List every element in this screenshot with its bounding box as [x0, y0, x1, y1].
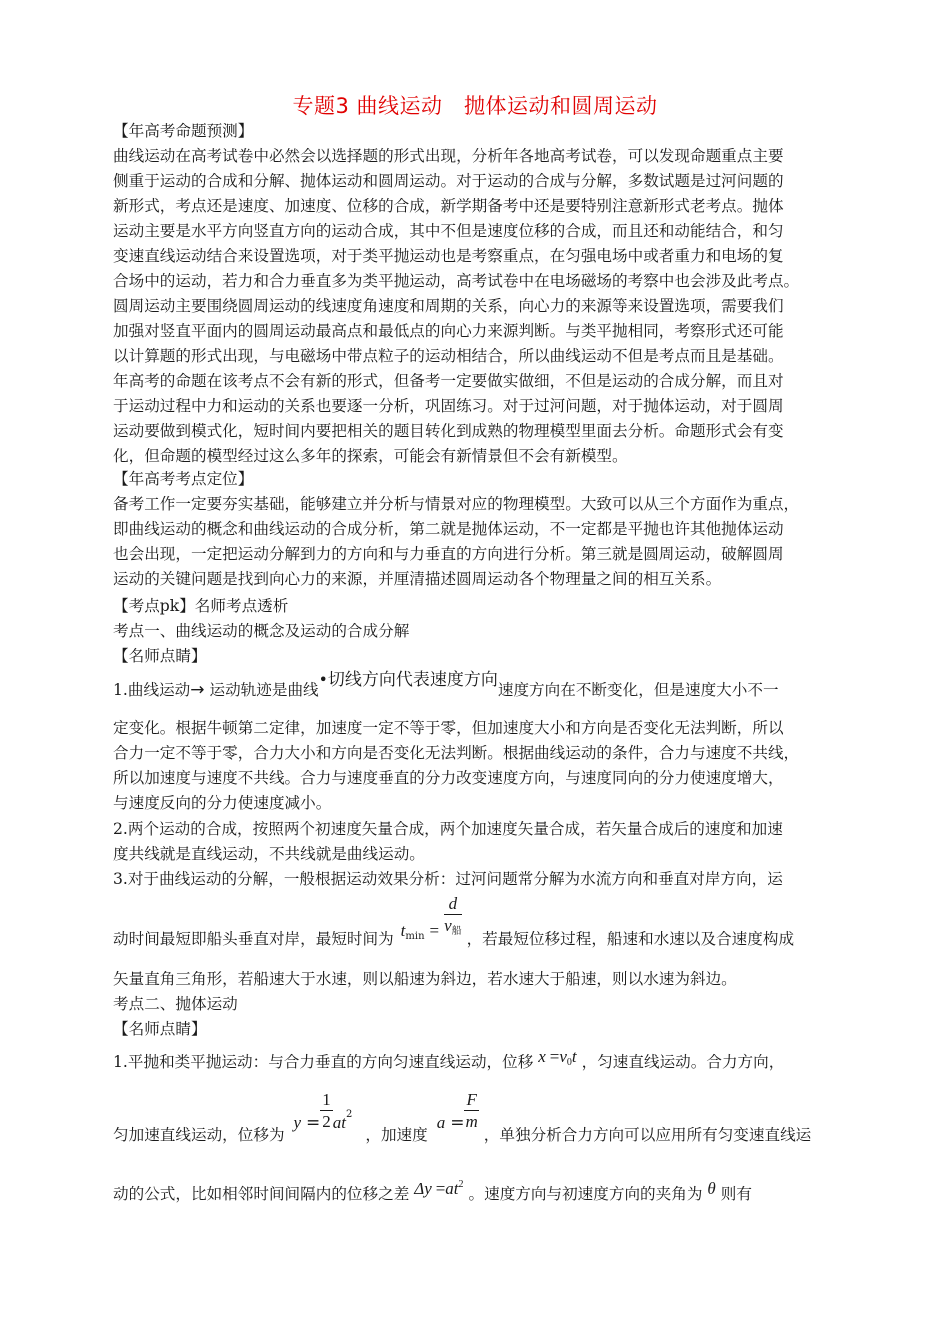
- item3-line1: 3.对于曲线运动的分解，一般根据运动效果分析：过河问题常分解为水流方向和垂直对岸方向，运: [113, 870, 783, 888]
- item1-text-a: 1.曲线运动: [113, 681, 191, 699]
- text-line: 与速度反向的分力使速度减小。: [113, 794, 332, 812]
- text-line: 备考工作一定要夯实基础，能够建立并分析与情景对应的物理模型。大致可以从三个方面作为重点，: [113, 495, 800, 513]
- item3-line2: [113, 894, 795, 948]
- kp1-heading: 考点一、曲线运动的概念及运动的合成分解: [113, 622, 410, 640]
- text-line: 于运动过程中力和运动的关系也要逐一分析，巩固练习。对于过河问题，对于抛体运动，对于圆周: [113, 397, 784, 415]
- text-line: 定变化。根据牛顿第二定律，加速度一定不等于零，但加速度大小和方向是否变化无法判断，所以: [113, 719, 784, 737]
- x-formula: $x =v_0t$: [538, 1047, 577, 1068]
- text-line: 即曲线运动的概念和曲线运动的合成分析，第二就是抛体运动，不一定都是平抛也许其他抛体运动: [113, 520, 784, 538]
- item1-text-b: 运动轨迹是曲线: [204, 681, 319, 699]
- proj-line2: 匀加速直线运动，位移为 y = $\frac{1}{2}$ $at^2$ ，加速度 a = $\frac{F}{m}$ ，单独分析合力方向可以应用所有匀变速直线运: [113, 1090, 812, 1144]
- text-line: 化，但命题的模型经过这么多年的探索，可能会有新情景但不会有新模型。: [113, 447, 628, 465]
- tmin-fraction: $\frac{d}{v_船}$: [444, 894, 462, 937]
- y-formula: y = $\frac{1}{2}$ $at^2$: [293, 1090, 353, 1133]
- dy-formula: $\Delta y =at^2$: [414, 1179, 464, 1198]
- text-line: 也会出现，一定把运动分解到力的方向和与力垂直的方向进行分析。第三就是圆周运动，破解圆周: [113, 545, 784, 563]
- text-line: 2.两个运动的合成，按照两个初速度矢量合成，两个加速度矢量合成，若矢量合成后的速度和加速: [113, 820, 783, 838]
- text-line: 运动要做到模式化，短时间内要把相关的题目转化到成熟的物理模型里面去分析。命题形式会有变: [113, 422, 784, 440]
- item1-tangent-note: 切线方向代表速度方向: [327, 670, 498, 690]
- text-line: 加强对竖直平面内的圆周运动最高点和最低点的向心力来源判断。与类平抛相同，考察形式还可能: [113, 322, 784, 340]
- text-line: 合场中的运动，若力和合力垂直多为类平抛运动，高考试卷中在电场磁场的考察中也会涉及此考点。: [113, 272, 800, 290]
- text-line: 所以加速度与速度不共线。合力与速度垂直的分力改变速度方向，与速度同向的分力使速度增大，: [113, 769, 784, 787]
- item3-text-pre: 动时间最短即船头垂直对岸，最短时间为: [113, 930, 394, 948]
- bullet-dot: •: [318, 671, 328, 689]
- text-line: 曲线运动在高考试卷中必然会以选择题的形式出现，分析年各地高考试卷，可以发现命题重点主要: [113, 147, 784, 165]
- text-line: 年高考的命题在该考点不会有新的形式，但备考一定要做实做细，不但是运动的合成分解，而且对: [113, 372, 784, 390]
- text-line: 圆周运动主要围绕圆周运动的线速度角速度和周期的关系，向心力的来源等来设置选项，需要我们: [113, 297, 784, 315]
- position-heading: 【年高考考点定位】: [113, 470, 254, 488]
- text-line: 合力一定不等于零，合力大小和方向是否变化无法判断。根据曲线运动的条件，合力与速度不共线，: [113, 744, 800, 762]
- pk-heading: 【考点pk】名师考点透析: [113, 597, 289, 615]
- item3-text-post: ，若最短位移过程，船速和水速以及合速度构成: [466, 930, 795, 948]
- item1-first-line: [113, 670, 779, 701]
- tmin-formula: $t_{min}$ = $\frac{d}{v_船}$: [400, 894, 462, 942]
- text-line: 以计算题的形式出现，与电磁场中带点粒子的运动相结合，所以曲线运动不但是考点而且是基础。: [113, 347, 784, 365]
- item3-line3: 矢量直角三角形，若船速大于水速，则以船速为斜边，若水速大于船速，则以水速为斜边。: [113, 970, 737, 988]
- prediction-heading: 【年高考命题预测】: [113, 122, 254, 140]
- kp2-heading: 考点二、抛体运动: [113, 995, 238, 1013]
- text-line: 度共线就是直线运动，不共线就是曲线运动。: [113, 845, 425, 863]
- a-formula: a = $\frac{F}{m}$: [436, 1090, 478, 1133]
- item1-text-c: 速度方向在不断变化，但是速度大小不一: [497, 681, 779, 699]
- tips2-heading: 【名师点睛】: [113, 1020, 207, 1038]
- a-fraction: $\frac{F}{m}$: [465, 1090, 478, 1131]
- text-line: 运动的关键问题是找到向心力的来源，并厘清描述圆周运动各个物理量之间的相互关系。: [113, 570, 722, 588]
- text-line: 运动主要是水平方向竖直方向的运动合成，其中不但是速度位移的合成，而且还和动能结合，和匀: [113, 222, 784, 240]
- text-line: 侧重于运动的合成和分解、抛体运动和圆周运动。对于运动的合成与分解，多数试题是过河问题的: [113, 172, 784, 190]
- tips1-heading: 【名师点睛】: [113, 647, 207, 665]
- arrow-icon: →: [190, 680, 205, 700]
- proj-line3: 动的公式，比如相邻时间间隔内的位移之差 $\Delta y =at^2$ 。速度方向与初速度方向的夹角为 θ 则有: [113, 1179, 752, 1203]
- y-fraction: $\frac{1}{2}$: [322, 1090, 331, 1131]
- text-line: 新形式，考点还是速度、加速度、位移的合成，新学期备考中还是要特别注意新形式老考点。抛体: [113, 197, 784, 215]
- proj-line1: 1.平抛和类平抛运动：与合力垂直的方向匀速直线运动，位移 $x =v_0t$ ，匀速直线运动。合力方向，: [113, 1047, 785, 1071]
- page-title: 专题3 曲线运动 抛体运动和圆周运动: [292, 94, 658, 118]
- theta-symbol: θ: [707, 1179, 716, 1198]
- text-line: 变速直线运动结合来设置选项，对于类平抛运动也是考察重点，在匀强电场中或者重力和电场的复: [113, 247, 784, 265]
